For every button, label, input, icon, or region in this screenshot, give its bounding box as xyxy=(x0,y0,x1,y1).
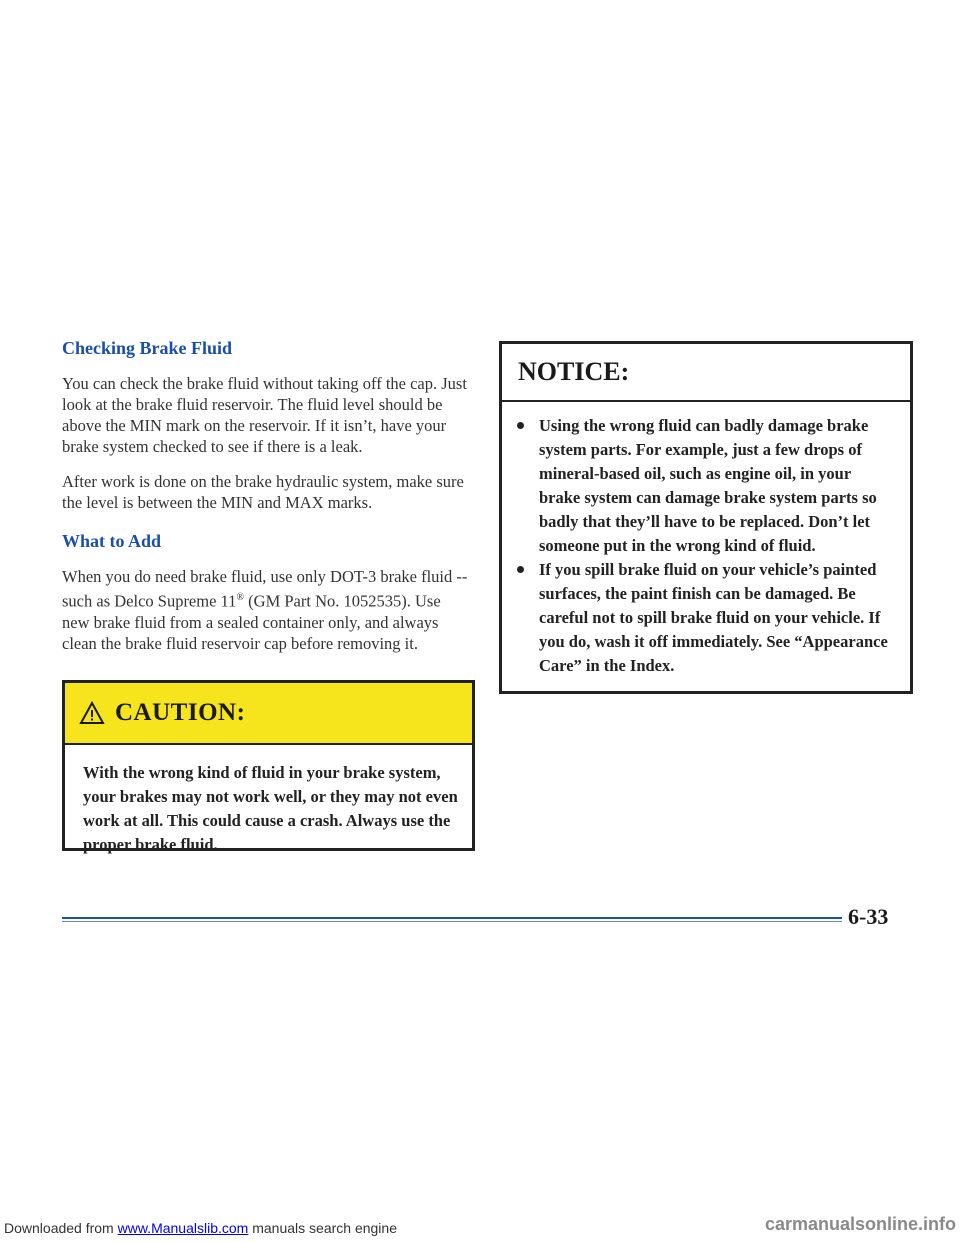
notice-box xyxy=(499,341,913,694)
caution-title: CAUTION: xyxy=(115,699,246,726)
notice-list xyxy=(502,402,910,678)
page-number: 6-33 xyxy=(848,904,889,929)
notice-item-text: Using the wrong fluid can badly damage brake system parts. For example, just a few drops of mineral-based oil, such as engine oil, in your brake system can damage brake system parts so badly that they’ll have to be replaced. Don’t let someone put in the wrong kind of fluid. xyxy=(539,416,877,555)
footer-prefix: Downloaded from xyxy=(4,1220,118,1236)
heading-checking-brake-fluid: Checking Brake Fluid xyxy=(62,338,233,358)
caution-header xyxy=(65,683,472,745)
page-rule xyxy=(62,917,842,919)
watermark: carmanualsonline.info xyxy=(764,1214,956,1234)
notice-item xyxy=(514,414,896,558)
notice-header xyxy=(502,344,910,402)
paragraph-what-to-add xyxy=(62,566,472,654)
caution-text: With the wrong kind of fluid in your brake system, your brakes may not work well, or they may not even work at all. This could cause a crash. Always use the proper brake fluid. xyxy=(83,763,458,854)
para3-text-a: When you do need brake fluid, use only DOT-3 brake fluid -- such as Delco Supreme 11 xyxy=(62,567,468,611)
footer-download-note xyxy=(4,1220,397,1236)
notice-title: NOTICE: xyxy=(518,357,630,386)
notice-item-text: If you spill brake fluid on your vehicle’s painted surfaces, the paint finish can be damaged. Be careful not to spill brake fluid on your vehicle. If you do, wash it off immediately. See “Appearance Care” in the Index. xyxy=(539,560,888,675)
manualslib-link[interactable]: www.Manualslib.com xyxy=(117,1220,249,1236)
footer-suffix: manuals search engine xyxy=(248,1220,397,1236)
notice-item xyxy=(514,558,896,678)
caution-box xyxy=(62,680,475,854)
paragraph-check-fluid: You can check the brake fluid without taking off the cap. Just look at the brake fluid reservoir. The fluid level should be above the MIN mark on the reservoir. If it isn’t, have your brake system checked to see if there is a leak. xyxy=(62,374,467,456)
page-rule-thin xyxy=(62,921,842,922)
registered-mark: ® xyxy=(236,592,245,603)
para3-text-b: (GM Part No. 1052535). Use new brake fluid from a sealed container only, and always clean the brake fluid reservoir cap before removing it. xyxy=(62,591,441,653)
paragraph-after-work: After work is done on the brake hydraulic system, make sure the level is between the MIN and MAX marks. xyxy=(62,472,464,512)
bullet-icon xyxy=(517,422,524,429)
warning-triangle-icon xyxy=(79,701,105,725)
bullet-icon xyxy=(517,566,524,573)
heading-what-to-add: What to Add xyxy=(62,531,162,551)
left-column xyxy=(62,338,472,668)
footer xyxy=(0,1214,960,1242)
